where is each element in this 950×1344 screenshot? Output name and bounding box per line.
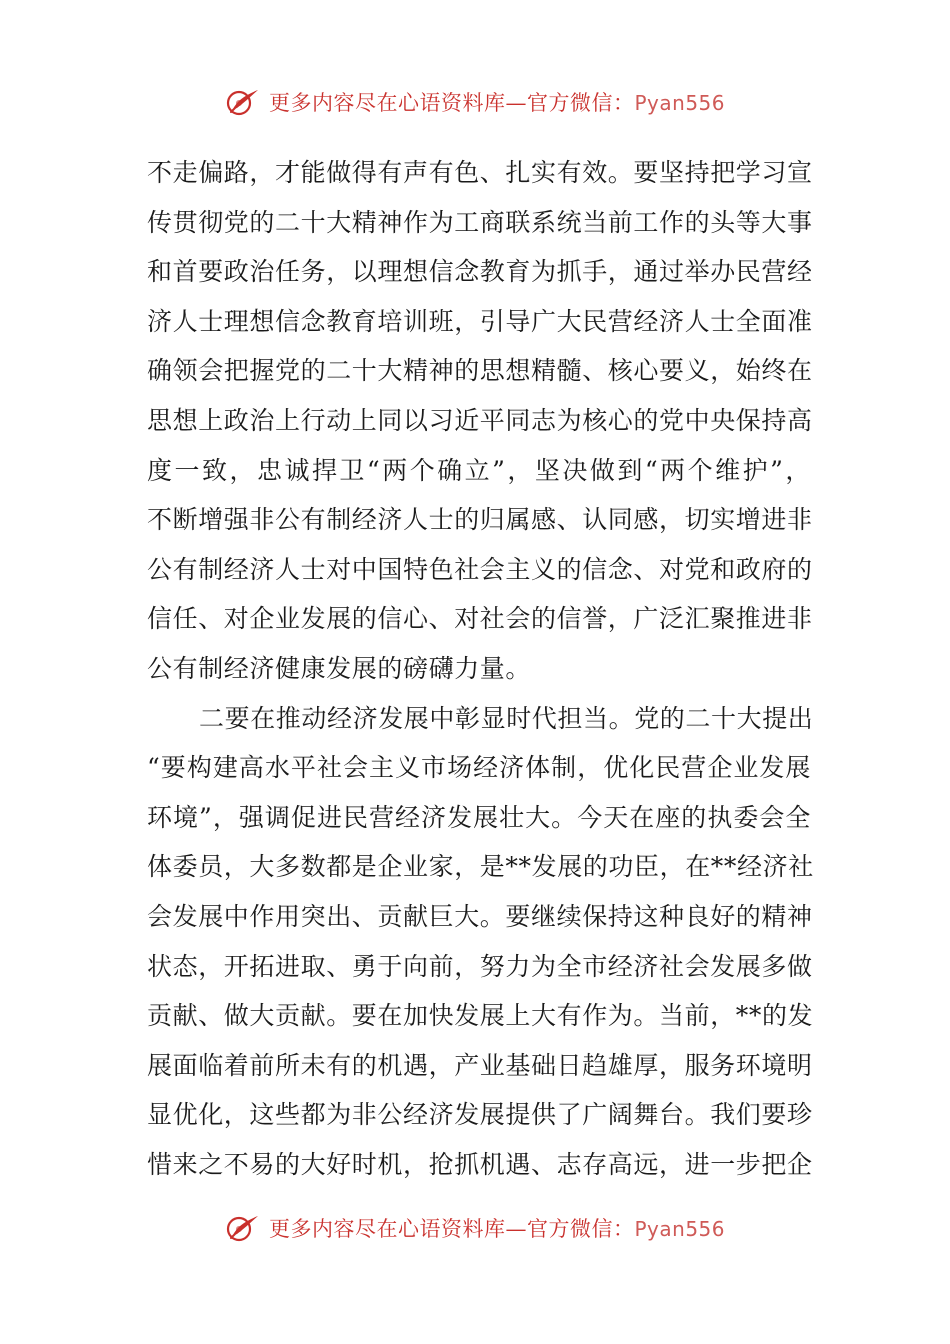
text-line: 不断增强非公有制经济人士的归属感、认同感，切实增进非 bbox=[147, 505, 813, 535]
watermark-text bbox=[269, 87, 725, 117]
watermark-wechat-id: Pyan556 bbox=[634, 1217, 725, 1241]
text-line: 环境”，强调促进民营经济发展壮大。今天在座的执委会全 bbox=[147, 802, 811, 832]
text-line: 公有制经济人士对中国特色社会主义的信念、对党和政府的 bbox=[147, 554, 813, 584]
document-body bbox=[147, 148, 814, 1189]
text-line: 公有制经济健康发展的磅礴力量。 bbox=[147, 653, 532, 683]
quill-logo-icon bbox=[225, 87, 261, 117]
paragraph bbox=[147, 148, 811, 694]
text-line: 信任、对企业发展的信心、对社会的信誉，广泛汇聚推进非 bbox=[147, 604, 813, 634]
watermark-text bbox=[269, 1213, 725, 1243]
text-line: 度一致，忠诚捍卫“两个确立”，坚决做到“两个维护”， bbox=[147, 455, 811, 485]
text-line: 贡献、做大贡献。要在加快发展上大有作为。当前，**的发 bbox=[147, 1001, 814, 1031]
text-line: 会发展中作用突出、贡献巨大。要继续保持这种良好的精神 bbox=[147, 901, 813, 931]
text-line: 不走偏路，才能做得有声有色、扎实有效。要坚持把学习宣 bbox=[147, 158, 813, 187]
text-line: 惜来之不易的大好时机，抢抓机遇、志存高远，进一步把企 bbox=[147, 1149, 813, 1179]
text-line: 状态，开拓进取、勇于向前，努力为全市经济社会发展多做 bbox=[147, 951, 813, 981]
text-line: 展面临着前所未有的机遇，产业基础日趋雄厚，服务环境明 bbox=[147, 1050, 813, 1080]
text-line: 和首要政治任务，以理想信念教育为抓手，通过举办民营经 bbox=[147, 257, 813, 287]
watermark-label: 更多内容尽在心语资料库—官方微信： bbox=[268, 91, 635, 115]
text-line: 思想上政治上行动上同以习近平同志为核心的党中央保持高 bbox=[147, 405, 813, 435]
text-line: 传贯彻党的二十大精神作为工商联系统当前工作的头等大事 bbox=[147, 207, 813, 237]
watermark-wechat-id: Pyan556 bbox=[634, 91, 725, 115]
watermark-footer bbox=[0, 1202, 950, 1246]
quill-logo-icon bbox=[225, 1213, 261, 1243]
text-line: 确领会把握党的二十大精神的思想精髓、核心要义，始终在 bbox=[147, 356, 813, 386]
text-line: 济人士理想信念教育培训班，引导广大民营经济人士全面准 bbox=[147, 306, 813, 336]
text-line: 二要在推动经济发展中彰显时代担当。党的二十大提出 bbox=[199, 703, 814, 733]
text-line: 体委员，大多数都是企业家，是**发展的功臣，在**经济社 bbox=[147, 852, 814, 882]
watermark-label: 更多内容尽在心语资料库—官方微信： bbox=[268, 1217, 635, 1241]
paragraph bbox=[147, 694, 814, 1190]
watermark-header bbox=[0, 80, 950, 124]
text-line: 显优化，这些都为非公经济发展提供了广阔舞台。我们要珍 bbox=[147, 1100, 813, 1130]
text-line: “要构建高水平社会主义市场经济体制，优化民营企业发展 bbox=[147, 753, 811, 783]
